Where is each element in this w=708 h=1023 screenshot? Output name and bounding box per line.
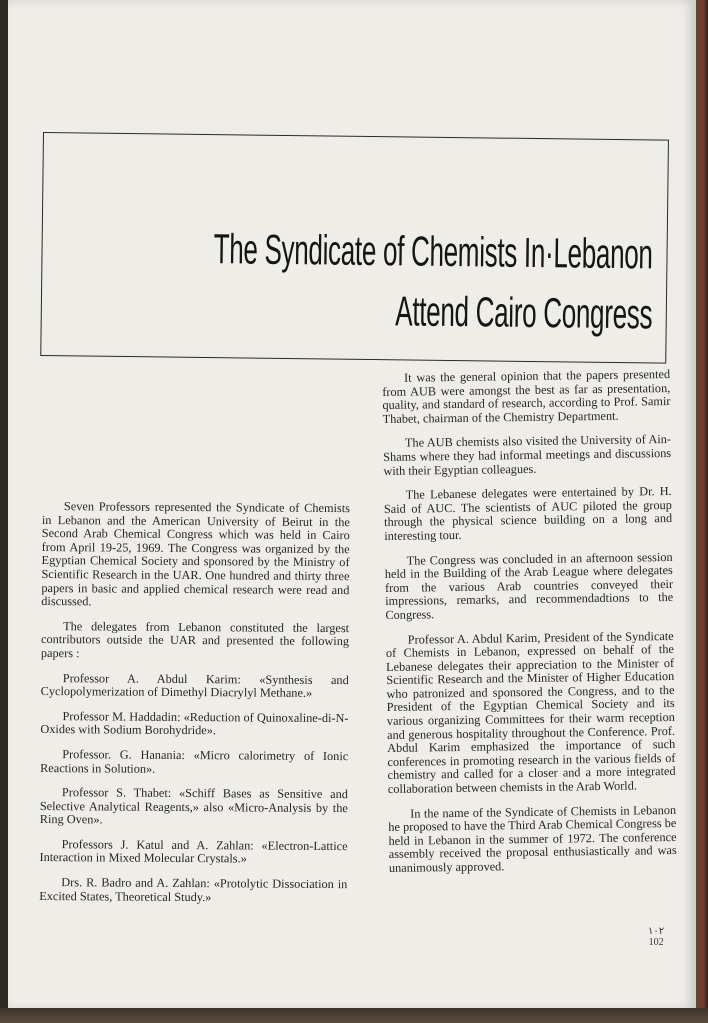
title-box: [40, 132, 669, 364]
paper-entry: Professor. G. Hanania: «Micro calorimetry of Ionic Reactions in Solution».: [40, 747, 349, 776]
right-column: [382, 368, 677, 887]
paragraph: The AUB chemists also visited the University of Ain-Shams where they had informal meetings and discussions with their Egyptian colleagues.: [383, 432, 672, 478]
paragraph: In the name of the Syndicate of Chemists in Lebanon he proposed to have the Third Arab Chemical Congress be held in Lebanon in the summer of 1972. The conference assembly received the proposal enthusiastically and was unanimously approved.: [388, 802, 677, 875]
page-number-arabic: ١٠٢: [648, 926, 665, 937]
book-spine: [0, 0, 8, 1023]
paragraph: The delegates from Lebanon constituted the largest contributors outside the UAR and presented the following papers :: [40, 618, 350, 661]
magazine-page: [8, 0, 696, 1010]
article-title-line-1: The Syndicate of Chemists In·Lebanon: [213, 225, 653, 278]
paper-entry: Drs. R. Badro and A. Zahlan: «Protolytic Dissociation in Excited States, Theoretical Study.»: [39, 875, 348, 904]
table-surface: [0, 1008, 708, 1023]
left-column: [39, 500, 350, 916]
paper-entry: Professors J. Katul and A. Zahlan: «Electron-Lattice Interaction in Mixed Molecular Crystals.»: [39, 837, 348, 866]
paragraph: Professor A. Abdul Karim, President of the Syndicate of Chemists in Lebanon, expressed on behalf of the Lebanese delegates their appreciation to the Minister of Scientific Research and the Minister of Higher Education who patronized and sponsored the Congress, and to the President of the Egyptian Chemical Society and its various organizing Committees for their warm reception and generous hospitality throughout the Conference. Prof. Abdul Karim emphasized the importance of such conferences in promoting research in the various fields of chemistry and called for a closer and a more integrated collaboration between chemists in the Arab World.: [385, 628, 676, 796]
paragraph: Seven Professors represented the Syndicate of Chemists in Lebanon and the American University of Beirut in the Second Arab Chemical Congress which was held in Cairo from April 19-25, 1969. The Congress was organized by the Egyptian Chemical Society and sponsored by the Ministry of Scientific Research in the UAR. One hundred and thirty three papers in basic and applied chemical research were read and discussed.: [41, 499, 350, 609]
paragraph: The Lebanese delegates were entertained by Dr. H. Said of AUC. The scientists of AUC piloted the group through the physical science building on a long and interesting tour.: [383, 484, 673, 543]
paper-entry: Professor A. Abdul Karim: «Synthesis and Cyclopolymerization of Dimethyl Diacrylyl Methane.»: [40, 670, 349, 701]
article-title-line-2: Attend Cairo Congress: [394, 287, 653, 338]
paper-entry: Professor S. Thabet: «Schiff Bases as Sensitive and Selective Analytical Reagents,» also «Micro-Analysis by the Ring Oven».: [39, 785, 349, 827]
page-edge: [696, 0, 708, 1023]
paragraph: It was the general opinion that the papers presented from AUB were amongst the best as far as presentation, quality, and standard of research, according to Prof. Samir Thabet, chairman of the Chemistry Department.: [382, 366, 671, 426]
paragraph: The Congress was concluded in an afternoon session held in the Building of the Arab League where delegates from the various Arab countries conveyed their impressions, remarks, and recommendadtions to the Congress.: [384, 549, 674, 622]
page-number-latin: 102: [648, 937, 664, 948]
paper-entry: Professor M. Haddadin: «Reduction of Quinoxaline-di-N-Oxides with Sodium Borohydride».: [40, 708, 349, 738]
page-number: [648, 926, 664, 948]
